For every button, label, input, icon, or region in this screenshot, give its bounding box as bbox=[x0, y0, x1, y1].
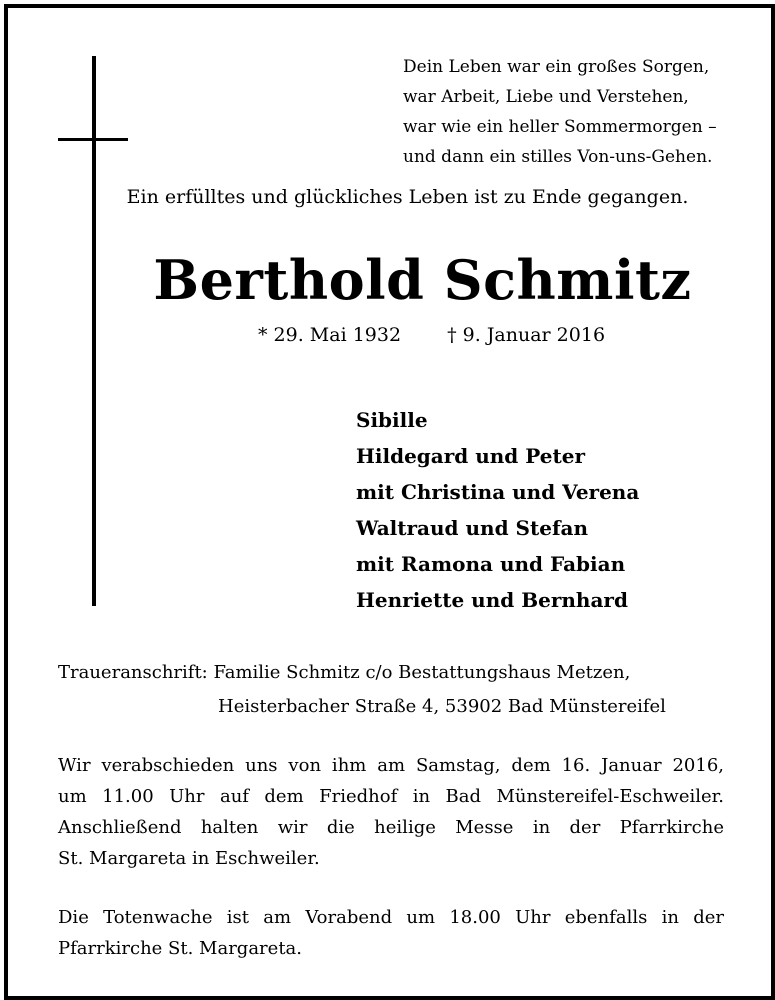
address-line-2: Heisterbacher Straße 4, 53902 Bad Münstereifel bbox=[218, 696, 666, 717]
condolence-address bbox=[58, 656, 666, 724]
deceased-name: Berthold Schmitz bbox=[153, 248, 692, 312]
cross-icon-bar bbox=[58, 138, 128, 141]
poem-line: war wie ein heller Sommermorgen – bbox=[403, 117, 717, 137]
poem-line: und dann ein stilles Von-uns-Gehen. bbox=[403, 147, 713, 167]
birth-date: * 29. Mai 1932 bbox=[258, 324, 402, 346]
death-date: † 9. Januar 2016 bbox=[447, 324, 606, 346]
paragraph-line: Wir verabschieden uns von ihm am Samstag, dem 16. Januar 2016, bbox=[58, 755, 724, 776]
mourner: Henriette und Bernhard bbox=[356, 588, 628, 612]
mourner: Hildegard und Peter bbox=[356, 444, 585, 468]
paragraph-line: um 11.00 Uhr auf dem Friedhof in Bad Münstereifel-Eschweiler. bbox=[58, 786, 724, 807]
obituary-notice bbox=[4, 4, 775, 1000]
paragraph-line: St. Margareta in Eschweiler. bbox=[58, 848, 320, 869]
mourner: mit Christina und Verena bbox=[356, 480, 640, 504]
wake-paragraph bbox=[58, 902, 724, 964]
poem-line: Dein Leben war ein großes Sorgen, bbox=[403, 57, 710, 77]
mourner: Waltraud und Stefan bbox=[356, 516, 589, 540]
intro-text: Ein erfülltes und glückliches Leben ist zu Ende gegangen. bbox=[126, 186, 689, 208]
life-dates bbox=[258, 324, 605, 346]
poem-line: war Arbeit, Liebe und Verstehen, bbox=[403, 87, 689, 107]
poem bbox=[403, 52, 717, 172]
funeral-paragraph bbox=[58, 750, 724, 874]
mourner: Sibille bbox=[356, 408, 428, 432]
mourner: mit Ramona und Fabian bbox=[356, 552, 626, 576]
address-line-1: Traueranschrift: Familie Schmitz c/o Bestattungshaus Metzen, bbox=[58, 662, 631, 683]
paragraph-line: Anschließend halten wir die heilige Messe in der Pfarrkirche bbox=[58, 817, 724, 838]
paragraph-line: Pfarrkirche St. Margareta. bbox=[58, 938, 303, 959]
paragraph-line: Die Totenwache ist am Vorabend um 18.00 Uhr ebenfalls in der bbox=[58, 907, 724, 928]
mourners-list bbox=[356, 402, 639, 618]
